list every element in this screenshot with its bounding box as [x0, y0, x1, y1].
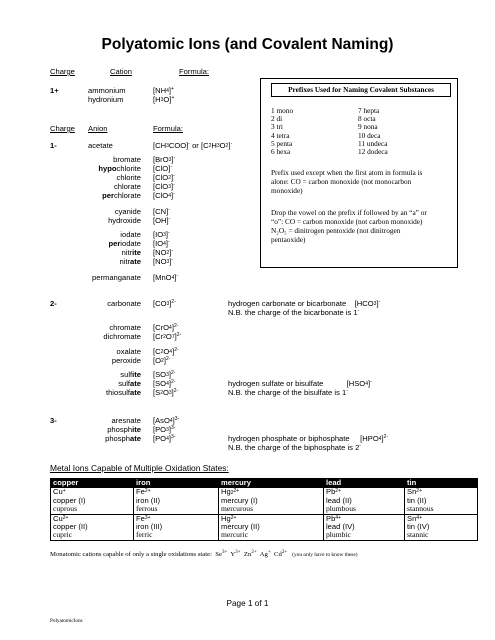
anion-name: hydroxide	[108, 216, 141, 225]
cation-formula-ammonium: $[NH_4]^+$	[153, 86, 174, 95]
anion-formula: [ClO]-	[153, 164, 172, 173]
anion-formula: [OH]-	[153, 216, 171, 225]
metal-cell: $Pb^{4+}$	[324, 514, 405, 523]
anion-charge-header: Charge	[50, 124, 75, 133]
anion-name: cyanide	[114, 207, 141, 216]
anion-formula-header: Formula:	[153, 124, 183, 133]
metal-cell: $Sn^{2+}$	[405, 488, 478, 497]
metal-cell: plumbous	[324, 505, 405, 514]
anion-formula: $[S_2O_3]^{2-}$	[153, 388, 179, 397]
prefix-rule-2: Drop the vowel on the prefix if followed by an “a” or “o”: CO = carbon monoxide (not carbon monoxide) N₂O₅ = dinitrogen pentoxide (not dinitrogen pentaoxide)	[271, 208, 427, 244]
anion-formula: [CN]-	[153, 207, 170, 216]
metal-cell: ferric	[134, 531, 219, 540]
cation-formula-hydronium: $[H_3O]^+$	[153, 95, 175, 104]
permanganate-name: permanganate	[92, 273, 141, 282]
metal-row	[51, 531, 478, 540]
anion-formula: $[SO_3]^{2-}$	[153, 370, 176, 379]
anion-name: phosphate	[105, 434, 141, 443]
metal-cell: plumbic	[324, 531, 405, 540]
anion-name: phosphite	[107, 425, 141, 434]
anion-formula: [ClO$_2$]-	[153, 173, 175, 182]
metal-cell: mercurous	[219, 505, 324, 514]
prefix-item: 8 octa	[358, 114, 376, 124]
metal-cell: lead (IV)	[324, 523, 405, 531]
anion-formula: $[SO_4]^{2-}$	[153, 379, 176, 388]
biphosphate-charge-note: N.B. the charge of the biphosphate is 2-	[228, 443, 361, 452]
metal-cell: $Fe^{2+}$	[134, 488, 219, 497]
metal-cell: tin (IV)	[405, 523, 478, 531]
monatomic-note: Monatomic cations capable of only a single oxidations state: $Se^{3+}$ $Y^{3+}$ $Zn^{2+}$ Ag+ $Cd^{2+}$ (you only have to know these)	[50, 550, 358, 558]
anion-name: chlorite	[116, 173, 141, 182]
anion-formula: [ClO$_4$]-	[153, 191, 175, 200]
charge-3-minus: 3-	[50, 416, 57, 425]
cation-name-ammonium: ammonium	[88, 86, 126, 95]
anion-name: aresnate	[111, 416, 141, 425]
anion-formula: $[PO_3]^{3-}$	[153, 425, 176, 434]
metal-header: mercury	[219, 479, 324, 488]
anion-name: bromate	[113, 155, 141, 164]
metal-cell: mercury (II)	[219, 523, 324, 531]
prefix-item: 3 tri	[271, 122, 283, 132]
metal-cell: $Fe^{3+}$	[134, 514, 219, 523]
metal-table-title: Metal Ions Capable of Multiple Oxidation States:	[50, 463, 229, 473]
anion-formula: $[C_2O_4]^{2-}$	[153, 347, 179, 356]
prefix-item: 5 penta	[271, 138, 293, 148]
metal-cell: $Cu^{2+}$	[51, 514, 134, 523]
metal-header: iron	[134, 479, 219, 488]
anion-name: peroxide	[111, 356, 141, 365]
prefix-item: 7 hepta	[358, 106, 380, 115]
anion-formula: $[NO_2]^-$	[153, 248, 174, 257]
metal-cell: lead (II)	[324, 497, 405, 505]
anion-name: sulfate	[118, 379, 141, 388]
anion-formula: $[AsO_4]^{3-}$	[153, 416, 180, 425]
anion-formula: $[NO_3]^-$	[153, 257, 174, 266]
bicarbonate-note: hydrogen carbonate or bicarbonate $[HCO_3]^-$	[228, 299, 381, 308]
metal-cell: Cu+	[51, 488, 134, 497]
metal-cell: mercury (I)	[219, 497, 324, 505]
anion-name: chromate	[109, 323, 141, 332]
metal-cell: cupric	[51, 531, 134, 540]
anion-name: nitrate	[119, 257, 141, 266]
carbonate-name: carbonate	[107, 299, 141, 308]
permanganate-formula: [MnO$_4$]-	[153, 273, 179, 282]
anion-formula: $[PO_4]^{3-}$	[153, 434, 176, 443]
prefix-item: 2 di	[271, 114, 283, 124]
metal-cell: $Pb^{2+}$	[324, 488, 405, 497]
anion-name: periodate	[108, 239, 141, 248]
anion-name: chlorate	[113, 182, 141, 191]
cation-formula-header: Formula:	[179, 67, 209, 76]
footer-filename: PolyatomicIons	[50, 618, 83, 624]
prefix-item: 9 nona	[358, 122, 378, 132]
metal-row	[51, 505, 478, 514]
anion-formula: $[IO_4]^-$	[153, 239, 170, 248]
acetate-formula: $[CH_3COO]^-$ or $[C_2H_3O_2]^-$	[153, 141, 233, 150]
prefix-item: 11 undeca	[358, 138, 388, 148]
anion-formula: [ClO$_3$]-	[153, 182, 175, 191]
prefix-item: 4 tetra	[271, 130, 290, 140]
metal-cell: iron (III)	[134, 523, 219, 531]
charge-1-minus: 1-	[50, 141, 57, 150]
metal-cell: stannic	[405, 531, 478, 540]
anion-formula: $[CrO_4]^{2-}$	[153, 323, 179, 332]
anion-formula: $[IO_3]^-$	[153, 230, 170, 239]
prefix-rule-1: Prefix used except when the first atom in formula is alone: CO = carbon monoxide (not monocarbon monoxide)	[271, 168, 423, 195]
metal-header: tin	[405, 479, 478, 488]
bisulfate-note: hydrogen sulfate or bisulfate $[HSO_4]^-$	[228, 379, 372, 388]
bisulfate-charge-note: N.B. the charge of the bisulfate is 1-	[228, 388, 348, 397]
metal-cell: cuprous	[51, 505, 134, 514]
metal-cell: $Hg^{2+}$	[219, 514, 324, 523]
prefix-item: 1 mono	[271, 106, 294, 115]
prefix-item: 10 deca	[358, 130, 381, 140]
anion-formula: $[O_2]^{2-}$	[153, 356, 171, 365]
page-number: Page 1 of 1	[226, 599, 269, 608]
metal-cell: tin (II)	[405, 497, 478, 505]
metal-cell: $Hg_2^{2+}$	[219, 488, 324, 497]
anion-name: iodate	[120, 230, 141, 239]
metal-cell: mercuric	[219, 531, 324, 540]
anion-name: dichromate	[103, 332, 141, 341]
anion-name: nitrite	[121, 248, 141, 257]
carbonate-formula: $[CO_3]^{2-}$	[153, 299, 176, 308]
anion-name: hypochlorite	[98, 164, 141, 173]
metal-ions-table	[50, 478, 478, 541]
metal-header: copper	[51, 479, 134, 488]
anion-header: Anion	[88, 124, 108, 133]
cation-header: Cation	[110, 67, 132, 76]
metal-cell: stannous	[405, 505, 478, 514]
anion-name: thiosulfate	[105, 388, 141, 397]
anion-name: perchlorate	[102, 191, 141, 200]
metal-cell: ferrous	[134, 505, 219, 514]
cation-charge-header: Charge	[50, 67, 75, 76]
anion-formula: [BrO$_3$]-	[153, 155, 176, 164]
metal-cell: copper (II)	[51, 523, 134, 531]
acetate-name: acetate	[88, 141, 113, 150]
charge-2-minus: 2-	[50, 299, 57, 308]
biphosphate-note: hydrogen phosphate or biphosphate $[HPO_4]^{2-}$	[228, 434, 389, 443]
cation-charge: 1+	[50, 86, 59, 95]
anion-formula: $[Cr_2O_7]^{2-}$	[153, 332, 182, 341]
metal-cell: $Sn^{4+}$	[405, 514, 478, 523]
prefix-box-header: Prefixes Used for Naming Covalent Substances	[271, 83, 451, 97]
bicarbonate-charge-note: N.B. the charge of the bicarbonate is 1-	[228, 308, 360, 317]
metal-cell: iron (II)	[134, 497, 219, 505]
prefix-item: 12 dodeca	[358, 147, 388, 156]
anion-name: oxalate	[116, 347, 141, 356]
anion-name: sulfite	[120, 370, 141, 379]
metal-cell: copper (I)	[51, 497, 134, 505]
cation-name-hydronium: hydronium	[88, 95, 124, 104]
metal-header: lead	[324, 479, 405, 488]
page-title: Polyatomic Ions (and Covalent Naming)	[101, 36, 394, 53]
prefix-item: 6 hexa	[271, 147, 291, 156]
